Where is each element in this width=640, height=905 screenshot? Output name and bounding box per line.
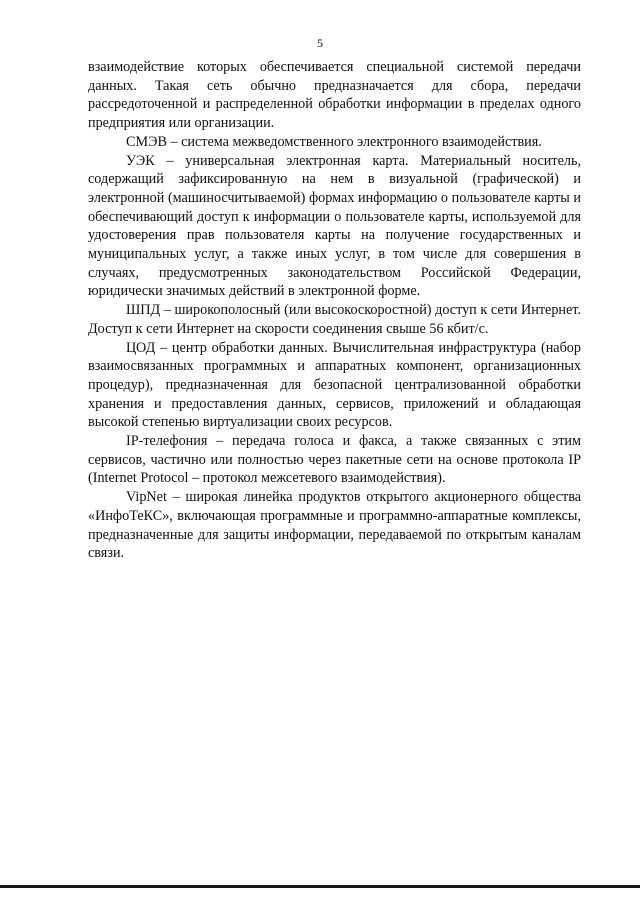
page-number: 5 [317,36,323,50]
paragraph-vipnet: VipNet – широкая линейка продуктов открытого акционерного общества «ИнфоТеКС», включающая программные и программно-аппаратные комплексы, предназначенные для защиты информации, передаваемой по открытым каналам связи. [88,489,581,562]
paragraph-uek: УЭК – универсальная электронная карта. Материальный носитель, содержащий зафиксированную на нем в визуальной (графической) и электронной (машиносчитываемой) формах информацию о пользователе карты и обеспечивающий доступ к информации о пользователе карты, используемой для удостоверения прав пользователя карты на получение государственных и муниципальных услуг, а также иных услуг, в том числе для совершения в случаях, предусмотренных законодательством Российской Федерации, юридически значимых действий в электронной форме. [88,152,581,300]
document-body [88,58,581,563]
paragraph-shpd: ШПД – широкополосный (или высокоскоростной) доступ к сети Интернет. Доступ к сети Интернет на скорости соединения свыше 56 кбит/с. [88,302,581,337]
paragraph-continuation: взаимодействие которых обеспечивается специальной системой передачи данных. Такая сеть обычно предназначается для сбора, передачи рассредоточенной и распределенной обработки информации в пределах одного предприятия или организации. [88,59,581,132]
bottom-rule [0,885,640,888]
paragraph-smev: СМЭВ – система межведомственного электронного взаимодействия. [126,133,542,150]
paragraph-ip-telephony: IP-телефония – передача голоса и факса, а также связанных с этим сервисов, частично или полностью через пакетные сети на основе протокола IP (Internet Protocol – протокол межсетевого взаимодействия). [88,433,581,487]
paragraph-cod: ЦОД – центр обработки данных. Вычислительная инфраструктура (набор взаимосвязанных программных и аппаратных компонент, организационных процедур), предназначенная для безопасной централизованной обработки хранения и предоставления данных, сервисов, приложений и обладающая высокой степенью виртуализации своих ресурсов. [88,339,581,431]
